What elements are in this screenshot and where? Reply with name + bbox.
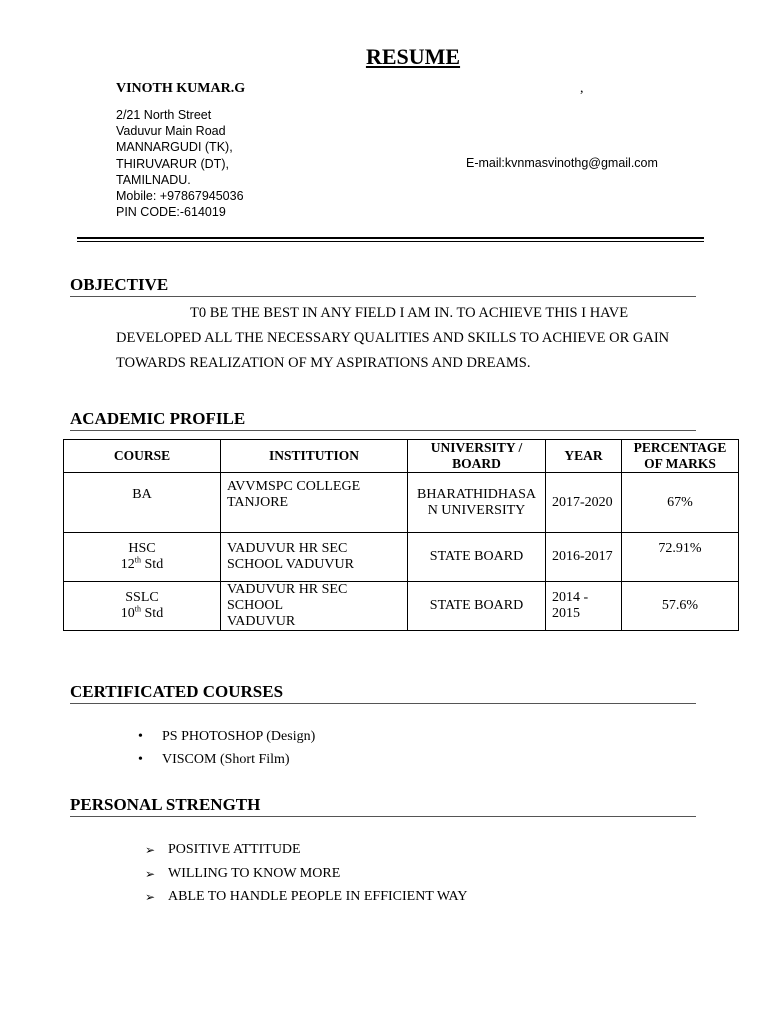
marks-cell: 72.91% — [622, 533, 739, 582]
certificated-list — [116, 727, 315, 773]
academic-table — [63, 439, 739, 631]
bullet-icon: • — [138, 752, 143, 767]
course-name: HSC — [128, 541, 156, 556]
institution-cell — [221, 533, 408, 582]
board-cell: BHARATHIDHASAN UNIVERSITY — [408, 473, 546, 533]
column-header-marks: PERCENTAGE OF MARKS — [622, 440, 739, 473]
header-divider-thin — [77, 241, 704, 242]
list-item: ➢ WILLING TO KNOW MORE — [145, 864, 467, 888]
column-header-course: COURSE — [64, 440, 221, 473]
objective-text: T0 BE THE BEST IN ANY FIELD I AM IN. TO ACHIEVE THIS I HAVE DEVELOPED ALL THE NECESSARY QUALITIES AND SKILLS TO ACHIEVE OR GAIN TOWARDS REALIZATION OF MY ASPIRATIONS AND DREAMS. — [116, 305, 670, 371]
table-row — [64, 473, 739, 533]
bullet-icon: • — [138, 729, 143, 744]
arrow-bullet-icon: ➢ — [145, 866, 156, 881]
address-line: THIRUVARUR (DT), — [116, 156, 229, 171]
institution-line: TANJORE — [227, 495, 289, 510]
mobile-number: Mobile: +97867945036 — [116, 189, 244, 204]
course-standard: 10th Std — [120, 604, 164, 621]
institution-line: VADUVUR HR SEC — [227, 541, 348, 556]
table-header-row — [64, 440, 739, 473]
course-standard: 12th Std — [120, 555, 164, 572]
objective-heading: OBJECTIVE — [70, 275, 696, 297]
academic-heading: ACADEMIC PROFILE — [70, 409, 696, 431]
marks-cell: 67% — [622, 473, 739, 533]
table-row — [64, 582, 739, 631]
course-name: SSLC — [125, 590, 159, 605]
strength-heading: PERSONAL STRENGTH — [70, 795, 696, 817]
pin-code: PIN CODE:-614019 — [116, 205, 226, 220]
column-header-board: UNIVERSITY / BOARD — [408, 440, 546, 473]
certificated-heading: CERTIFICATED COURSES — [70, 682, 696, 704]
column-header-institution: INSTITUTION — [221, 440, 408, 473]
header-comma: , — [580, 81, 584, 96]
address-line: MANNARGUDI (TK), — [116, 140, 233, 155]
year-cell: 2017-2020 — [546, 473, 622, 533]
resume-title: RESUME — [365, 44, 461, 69]
board-cell: STATE BOARD — [408, 533, 546, 582]
institution-line: SCHOOL — [227, 598, 284, 613]
arrow-bullet-icon: ➢ — [145, 890, 156, 904]
institution-cell — [221, 582, 408, 631]
year-cell: 2016-2017 — [546, 533, 622, 582]
board-cell: STATE BOARD — [408, 582, 546, 631]
course-cell — [64, 533, 221, 582]
course-cell — [64, 473, 221, 533]
list-item: ➢ POSITIVE ATTITUDE — [145, 840, 467, 864]
marks-cell: 57.6% — [622, 582, 739, 631]
address-line: TAMILNADU. — [116, 172, 191, 187]
table-row — [64, 533, 739, 582]
institution-cell — [221, 473, 408, 533]
address-line: 2/21 North Street — [116, 108, 212, 122]
address-block — [116, 107, 244, 220]
institution-line: AVVMSPC COLLEGE — [227, 479, 361, 494]
column-header-year: YEAR — [546, 440, 622, 473]
course-name: BA — [132, 487, 152, 502]
course-cell — [64, 582, 221, 631]
candidate-name: VINOTH KUMAR.G — [116, 81, 246, 96]
institution-line: SCHOOL VADUVUR — [227, 557, 354, 572]
institution-line: VADUVUR HR SEC — [227, 582, 348, 597]
arrow-bullet-icon: ➢ — [145, 843, 156, 857]
list-item: • PS PHOTOSHOP (Design) — [116, 727, 315, 750]
list-item: • VISCOM (Short Film) — [116, 750, 315, 773]
year-cell: 2014 - 2015 — [546, 582, 622, 631]
address-line: Vaduvur Main Road — [116, 124, 226, 139]
email-address: E-mail:kvnmasvinothg@gmail.com — [466, 156, 658, 170]
institution-line: VADUVUR — [227, 614, 296, 629]
strength-list — [145, 840, 467, 911]
list-item: ➢ ABLE TO HANDLE PEOPLE IN EFFICIENT WAY — [145, 887, 467, 911]
header-divider — [77, 237, 704, 239]
